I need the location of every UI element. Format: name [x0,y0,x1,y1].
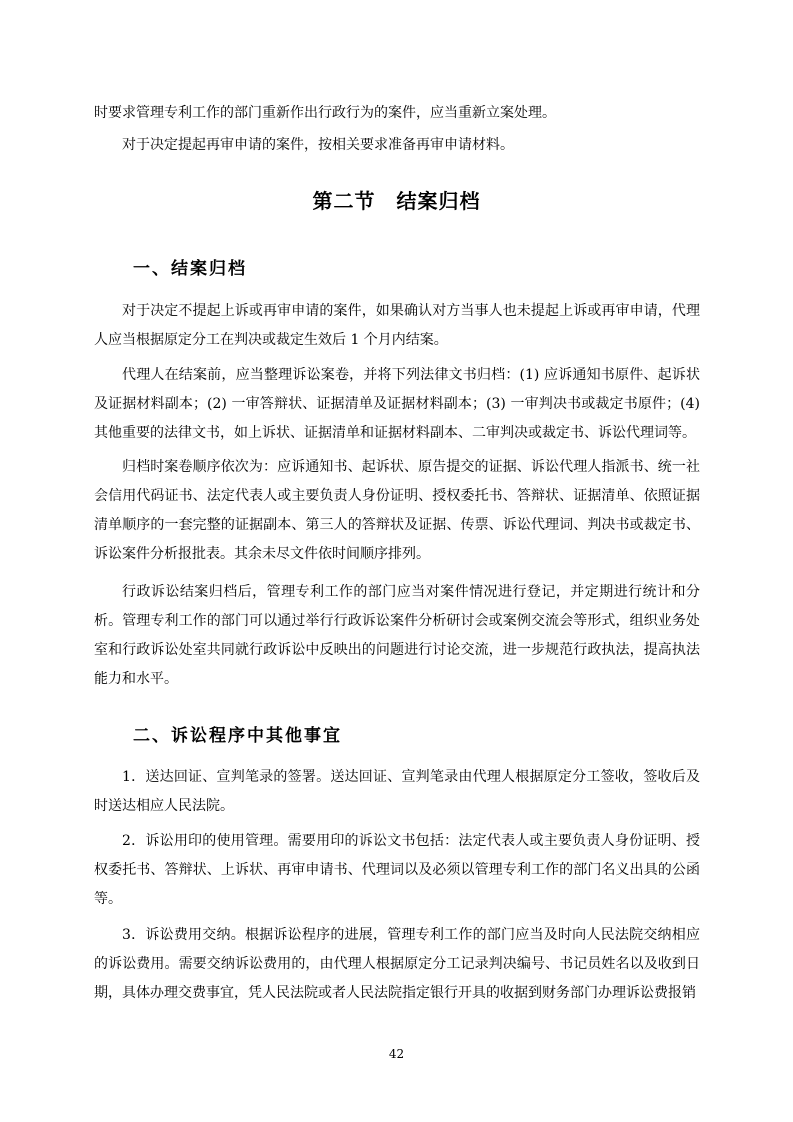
body-paragraph: 代理人在结案前，应当整理诉讼案卷，并将下列法律文书归档：(1) 应诉通知书原件、起诉状及证据材料副本；(2) 一审答辩状、证据清单及证据材料副本；(3) 一审判决书或裁定书原件；(4) 其他重要的法律文书，如上诉状、证据清单和证据材料副本、二审判决或裁定书、诉讼代理词等。 [94,367,700,441]
page-number: 42 [388,1047,405,1061]
body-paragraph: 对于决定提起再审申请的案件，按相关要求准备再审申请材料。 [122,137,514,153]
body-paragraph: 行政诉讼结案归档后，管理专利工作的部门应当对案件情况进行登记，并定期进行统计和分析。管理专利工作的部门可以通过举行行政诉讼案件分析研讨会或案例交流会等形式，组织业务处室和行政诉讼处室共同就行政诉讼中反映出的问题进行讨论交流，进一步规范行政执法，提高执法能力和水平。 [94,584,700,687]
subsection-heading-2: 二、诉讼程序中其他事宜 [133,726,342,746]
body-paragraph: 对于决定不提起上诉或再审申请的案件，如果确认对方当事人也未提起上诉或再审申请，代理人应当根据原定分工在判决或裁定生效后 1 个月内结案。 [94,303,700,348]
body-paragraph: 3．诉讼费用交纳。根据诉讼程序的进展，管理专利工作的部门应当及时向人民法院交纳相应的诉讼费用。需要交纳诉讼费用的，由代理人根据原定分工记录判决编号、书记员姓名以及收到日期，具体办理交费事宜，凭人民法院或者人民法院指定银行开具的收据到财务部门办理诉讼费报销 [94,927,700,1001]
body-paragraph: 时要求管理专利工作的部门重新作出行政行为的案件，应当重新立案处理。 [94,105,556,121]
body-paragraph: 1．送达回证、宣判笔录的签署。送达回证、宣判笔录由代理人根据原定分工签收，签收后及时送达相应人民法院。 [94,769,700,814]
section-title: 第二节 结案归档 [312,189,481,213]
subsection-heading-1: 一、结案归档 [133,259,247,279]
body-paragraph: 2．诉讼用印的使用管理。需要用印的诉讼文书包括：法定代表人或主要负责人身份证明、授权委托书、答辩状、上诉状、再审申请书、代理词以及必须以管理专利工作的部门名义出具的公函等。 [94,833,700,907]
body-paragraph: 归档时案卷顺序依次为：应诉通知书、起诉状、原告提交的证据、诉讼代理人指派书、统一社会信用代码证书、法定代表人或主要负责人身份证明、授权委托书、答辩状、证据清单、依照证据清单顺序的一套完整的证据副本、第三人的答辩状及证据、传票、诉讼代理词、判决书或裁定书、诉讼案件分析报批表。其余未尽文件依时间顺序排列。 [94,459,700,562]
